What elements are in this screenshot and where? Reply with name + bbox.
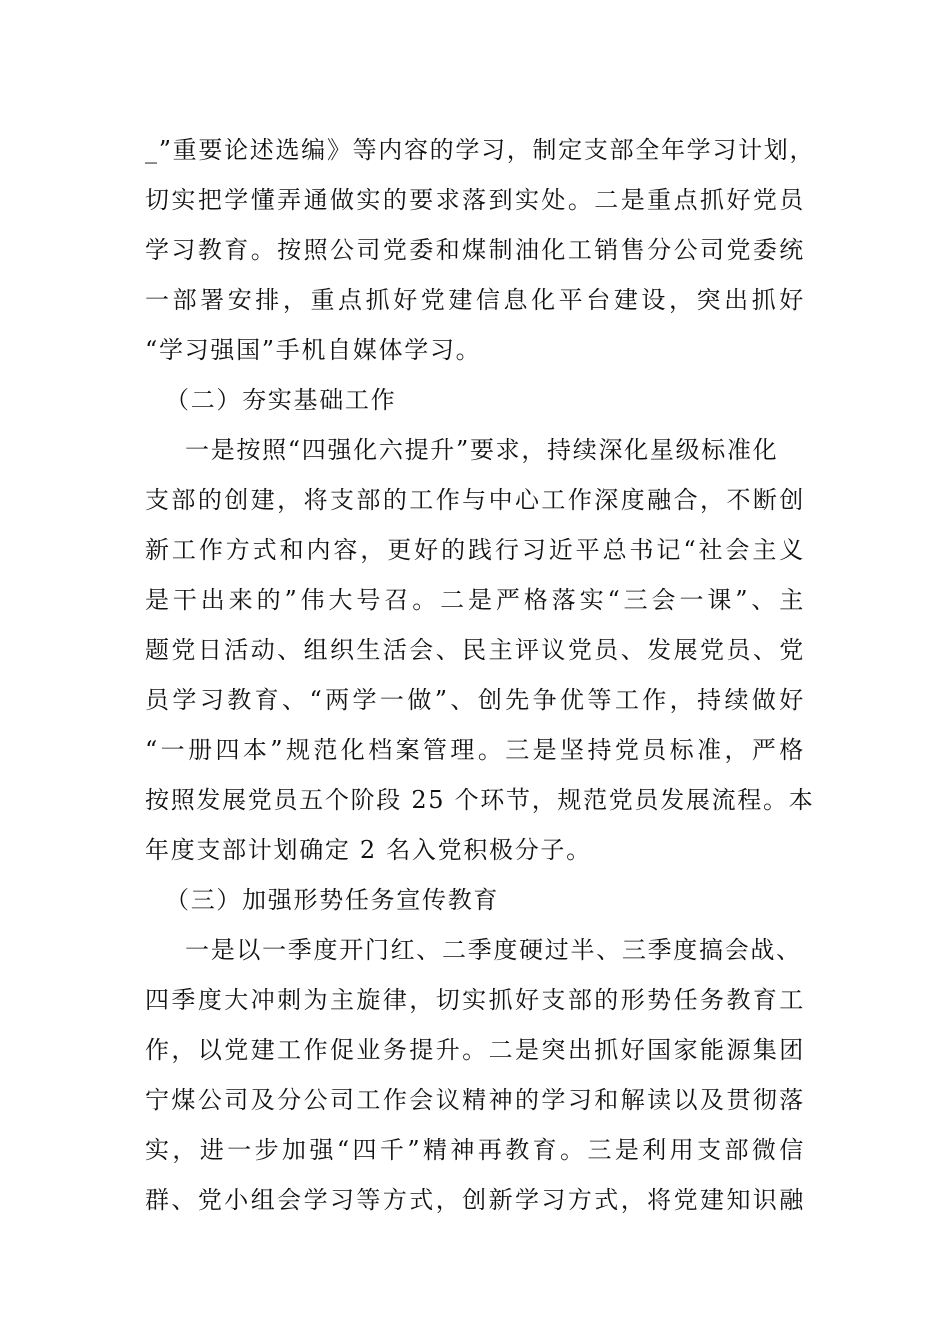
text-line: 是干出来的”伟大号召。二是严格落实“三会一课”、主 [145, 586, 805, 614]
text-line: _”重要论述选编》等内容的学习，制定支部全年学习计划， [145, 136, 816, 164]
text-line: 群、党小组会学习等方式，创新学习方式，将党建知识融 [145, 1186, 805, 1214]
text-line: 年度支部计划确定 2 名入党积极分子。 [145, 836, 592, 864]
text-line: 题党日活动、组织生活会、民主评议党员、发展党员、党 [145, 636, 805, 664]
text-line: 学习教育。按照公司党委和煤制油化工销售分公司党委统 [145, 236, 805, 264]
text-line: 新工作方式和内容，更好的践行习近平总书记“社会主义 [145, 536, 805, 564]
text-line: 作，以党建工作促业务提升。二是突出抓好国家能源集团 [145, 1036, 805, 1064]
text-line: 支部的创建，将支部的工作与中心工作深度融合，不断创 [145, 486, 805, 514]
text-line: 按照发展党员五个阶段 25 个环节，规范党员发展流程。本 [145, 786, 815, 814]
section-heading: （二）夯实基础工作 [165, 386, 397, 414]
text-line: 一是按照“四强化六提升”要求，持续深化星级标准化 [185, 436, 779, 464]
text-line: 四季度大冲刺为主旋律，切实抓好支部的形势任务教育工 [145, 986, 805, 1014]
text-line: “一册四本”规范化档案管理。三是坚持党员标准，严格 [145, 736, 805, 764]
text-line: 一部署安排，重点抓好党建信息化平台建设，突出抓好 [145, 286, 805, 314]
text-line: “学习强国”手机自媒体学习。 [145, 336, 482, 364]
text-line: 实，进一步加强“四千”精神再教育。三是利用支部微信 [145, 1136, 805, 1164]
text-line: 一是以一季度开门红、二季度硬过半、三季度搞会战、 [185, 936, 802, 964]
text-line: 切实把学懂弄通做实的要求落到实处。二是重点抓好党员 [145, 186, 805, 214]
text-line: 员学习教育、“两学一做”、创先争优等工作，持续做好 [145, 686, 805, 714]
section-heading: （三）加强形势任务宣传教育 [165, 886, 500, 914]
text-line: 宁煤公司及分公司工作会议精神的学习和解读以及贯彻落 [145, 1086, 805, 1114]
